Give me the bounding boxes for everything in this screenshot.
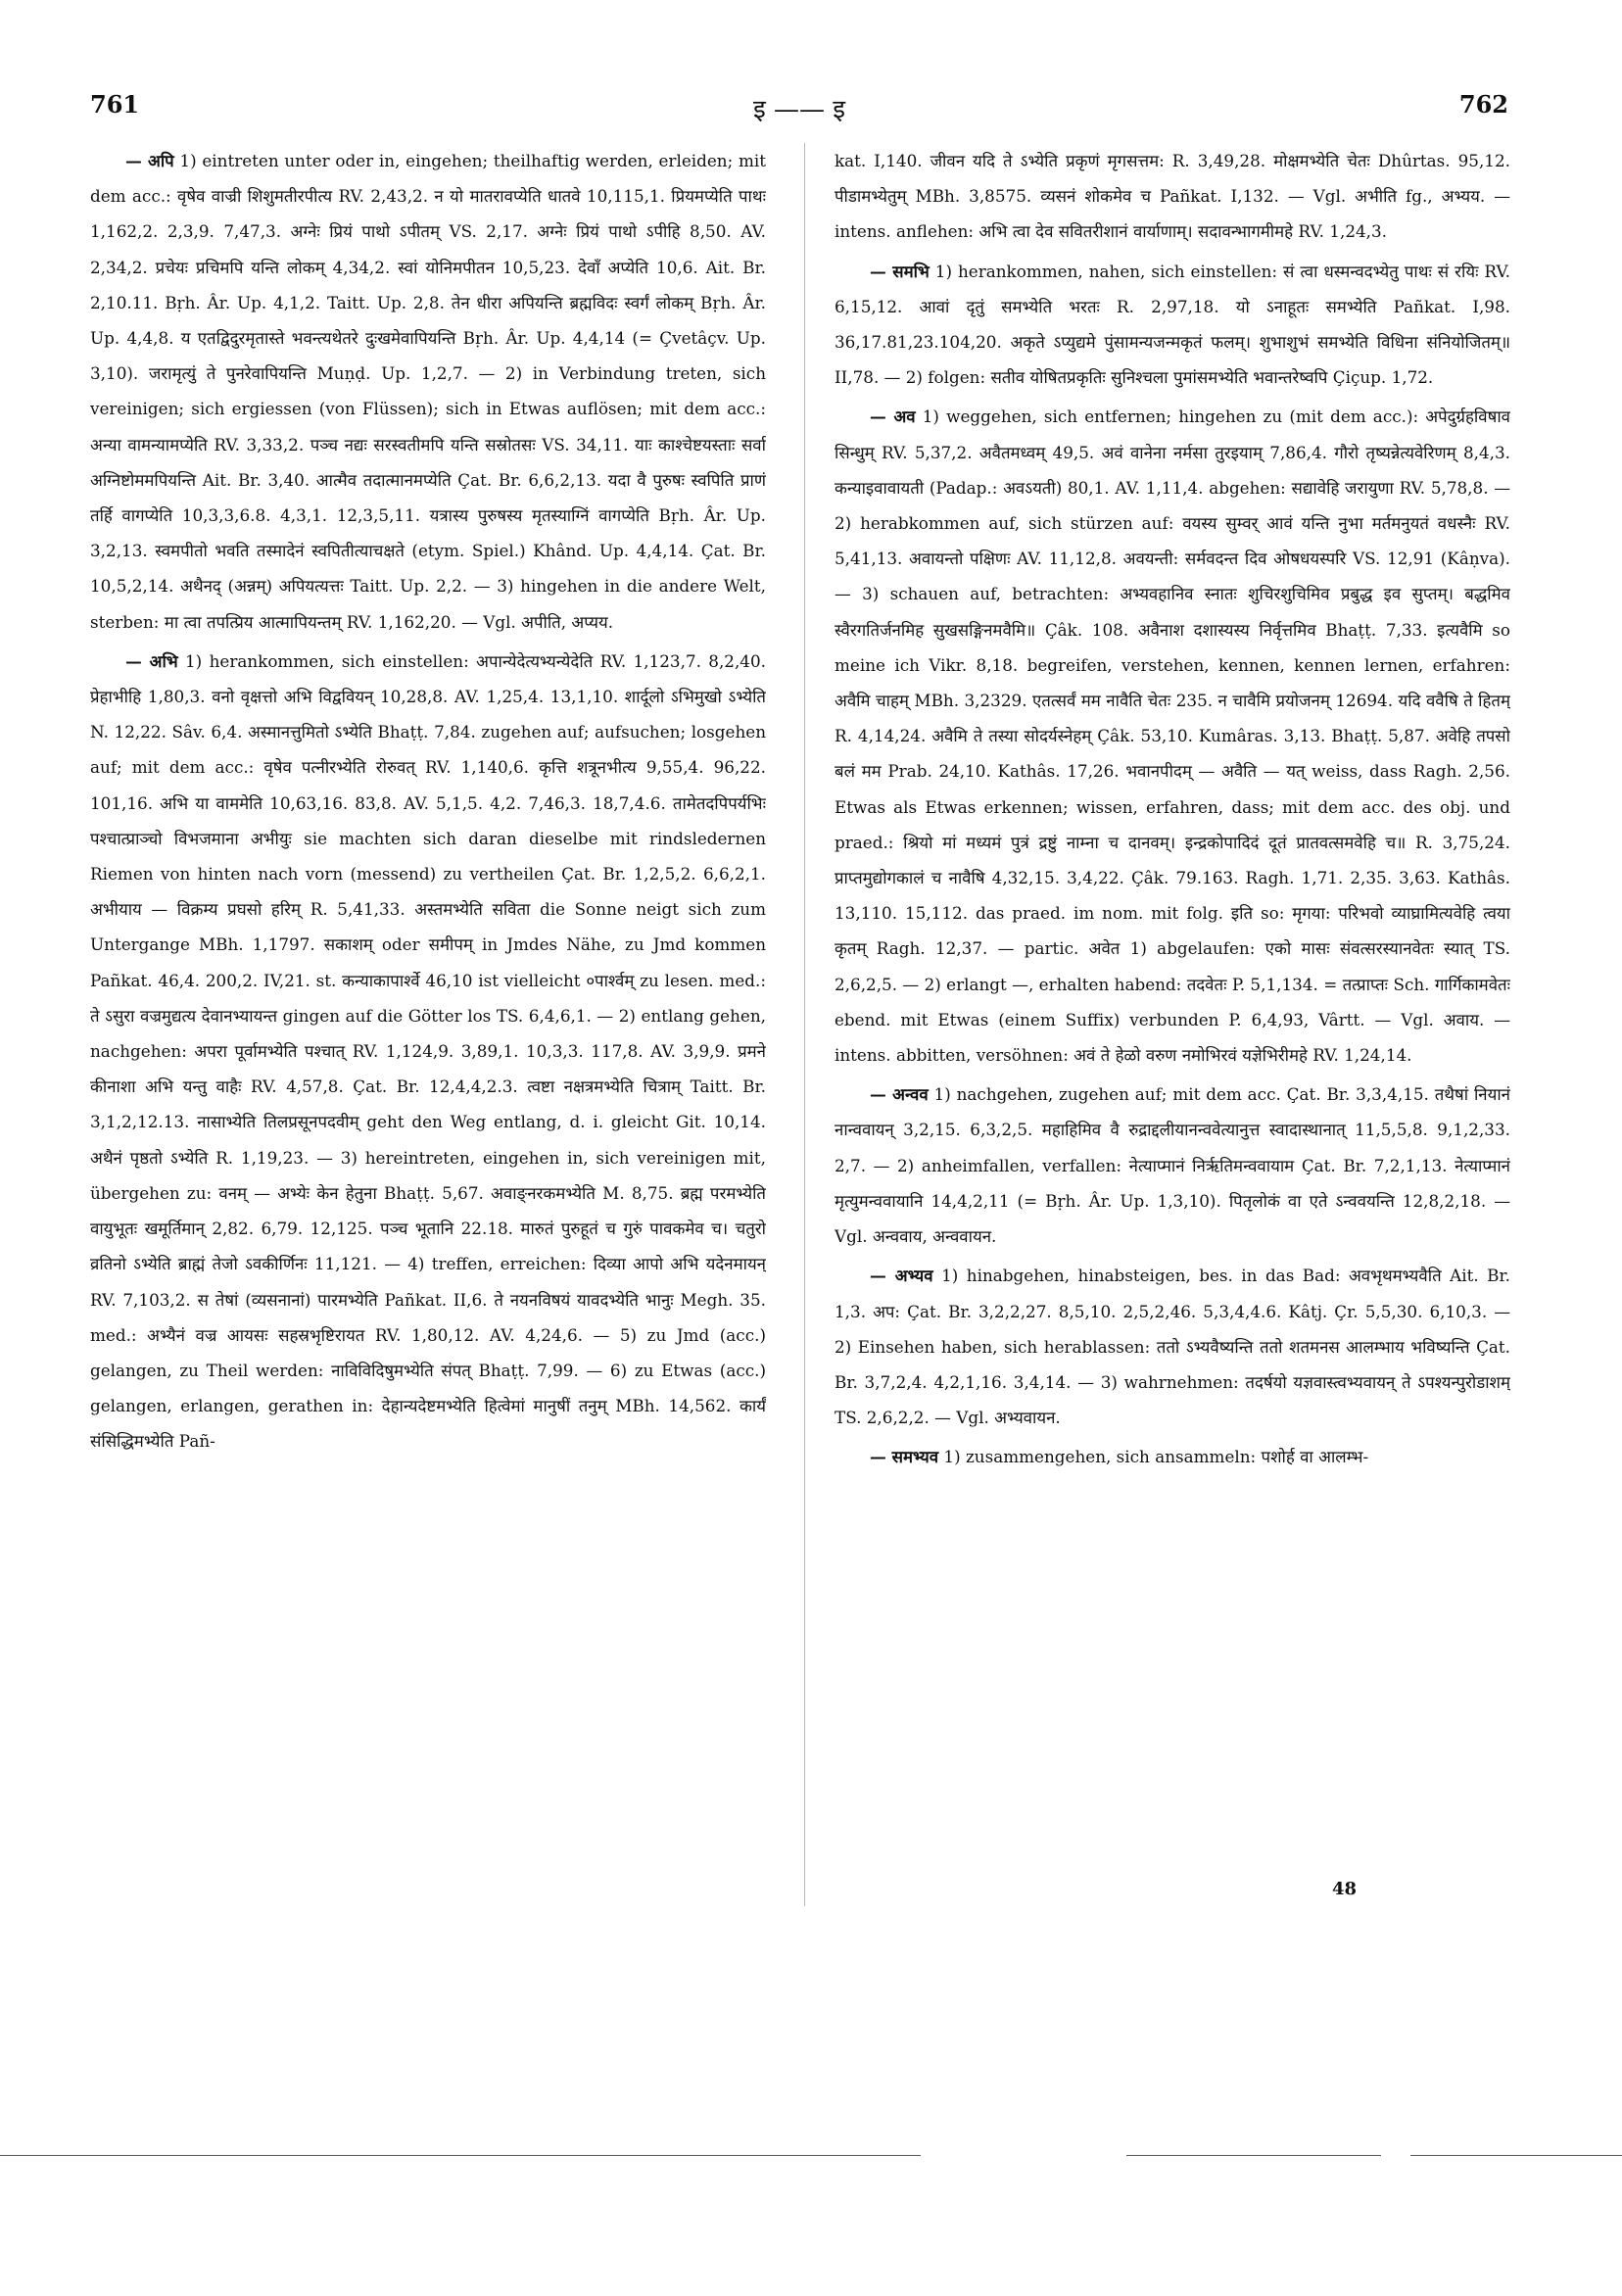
dictionary-entry — [835, 1439, 1510, 1474]
entry-lemma: — अन्वव — [870, 1084, 929, 1105]
bottom-rule — [1126, 2155, 1381, 2156]
entry-text: 1) eintreten unter oder in, eingehen; theilhaftig werden, erleiden; mit dem acc.: वृषेव वाज्री शिशुमतीरपीत्य RV. 2,43,2. न यो मातरावप्येति धातवे 10,115,1. प्रियमप्येति पाथः 1,162,2. 2,3,9. 7,47,3. अग्नेः प्रियं पाथो ऽपीतम् VS. 2,17. अग्नेः प्रियं पाथो ऽपीहि 8,50. AV. 2,34,2. प्रचेयः प्रचिमपि यन्ति लोकम् 4,34,2. स्वां योनिमपीतन 10,5,23. देवाँ अप्येति 10,6. Ait. Br. 2,10.11. Bṛh. Âr. Up. 4,1,2. Taitt. Up. 2,8. तेन धीरा अपियन्ति ब्रह्मविदः स्वर्गं लोकम् Bṛh. Âr. Up. 4,4,8. य एतद्विदुरमृतास्ते भवन्त्यथेतरे दुःखमेवापियन्ति Bṛh. Âr. Up. 4,4,14 (= Çvetâçv. Up. 3,10). जरामृत्युं ते पुनरेवापियन्ति Muṇḍ. Up. 1,2,7. — 2) in Verbindung treten, sich vereinigen; sich ergiessen (von Flüssen); sich in Etwas auflösen; mit dem acc.: अन्या वामन्यामप्येति RV. 3,33,2. पञ्च नद्यः सरस्वतीमपि यन्ति सस्रोतसः VS. 34,11. याः काश्चेष्टयस्ताः सर्वा अग्निष्टोममपियन्ति Ait. Br. 3,40. आत्मैव तदात्मानमप्येति Çat. Br. 6,6,2,13. यदा वै पुरुषः स्वपिति प्राणं तर्हि वागप्येति 10,3,3,6.8. 4,3,1. 12,3,5,11. यत्रास्य पुरुषस्य मृतस्याग्निं वागप्येति Bṛh. Âr. Up. 3,2,13. स्वमपीतो भवति तस्मादेनं स्वपितीत्याचक्षते (etym. Spiel.) Khând. Up. 4,4,14. Çat. Br. 10,5,2,14. अथैनद् (अन्नम्) अपियत्यत्तः Taitt. Up. 2,2. — 3) hingehen in die andere Welt, sterben: मा त्वा तपत्प्रिय आत्मापियन्तम् RV. 1,162,20. — Vgl. अपीति, अप्यय. — [90, 151, 766, 632]
bottom-rule — [1410, 2155, 1622, 2156]
dictionary-entry — [90, 143, 766, 640]
entry-text: 1) hinabgehen, hinabsteigen, bes. in das Bad: अवभृथमभ्यवैति Ait. Br. 1,3. अप: Çat. Br. 3,2,2,27. 8,5,10. 2,5,2,46. 5,3,4,4.6. Kâtj. Çr. 5,5,30. 6,10,3. — 2) Einsehen haben, sich herablassen: ततो ऽभ्यवैष्यन्ति ततो शतमनस आलम्भाय भविष्यन्ति Çat. Br. 3,7,2,4. 4,2,1,16. 3,4,14. — 3) wahrnehmen: तदर्षयो यज्ञवास्त्वभ्यवायन् ते ऽपश्यन्पुरोडाशम् TS. 2,6,2,2. — Vgl. अभ्यवायन. — [835, 1266, 1510, 1428]
dictionary-entry — [835, 399, 1510, 1073]
entry-lemma: — अभ्यव — [870, 1266, 933, 1286]
page-number-left: 761 — [90, 90, 140, 119]
entry-lemma: — अभि — [125, 650, 178, 671]
entry-text: 1) herankommen, sich einstellen: अपान्येदेत्यभ्यन्येदेति RV. 1,123,7. 8,2,40. प्रेहाभीहि 1,80,3. वनो वृक्षत्तो अभि विद्ववियन् 10,28,8. AV. 1,25,4. 13,1,10. शार्दूलो ऽभिमुखो ऽभ्येति N. 12,22. Sâv. 6,4. अस्मानत्तुमितो ऽभ्येति Bhaṭṭ. 7,84. zugehen auf; aufsuchen; losgehen auf; mit dem acc.: वृषेव पत्नीरभ्येति रोरुवत् RV. 1,140,6. कृत्ति शत्रूनभीत्य 9,55,4. 96,22. 101,16. अभि या वाममेति 10,63,16. 83,8. AV. 5,1,5. 4,2. 7,46,3. 18,7,4.6. तामेतदपिपर्यभिः पश्चात्प्राञ्चो विभजमाना अभीयुः sie machten sich daran dieselbe mit rindsledernen Riemen von hinten nach vorn (messend) zu vertheilen Çat. Br. 1,2,5,2. 6,6,2,1. अभीयाय — विक्रम्य प्रघसो हरिम् R. 5,41,33. अस्तमभ्येति सविता die Sonne neigt sich zum Untergange MBh. 1,1797. सकाशम् oder समीपम् in Jmdes Nähe, zu Jmd kommen Pañkat. 46,4. 200,2. IV,21. st. कन्याकापार्श्वे 46,10 ist vielleicht ०पार्श्वम् zu lesen. med.: ते ऽसुरा वज्रमुद्यत्य देवानभ्यायन्त gingen auf die Götter los TS. 6,4,6,1. — 2) entlang gehen, nachgehen: अपरा पूर्वामभ्येति पश्चात् RV. 1,124,9. 3,89,1. 10,3,3. 117,8. AV. 3,9,9. प्रमने कीनाशा अभि यन्तु वाहैः RV. 4,57,8. Çat. Br. 12,4,4,2.3. त्वष्टा नक्षत्रमभ्येति चित्राम् Taitt. Br. 3,1,2,12.13. नासाभ्येति तिलप्रसूनपदवीम् geht den Weg entlang, d. i. gleicht Git. 10,14. अथैनं पृष्ठतो ऽभ्येति R. 1,19,23. — 3) hereintreten, eingehen in, sich vereinigen mit, übergehen zu: वनम् — अभ्येः केन हेतुना Bhaṭṭ. 5,67. अवाङ्नरकमभ्येति M. 8,75. ब्रह्म परमभ्येति वायुभूतः खमूर्तिमान् 2,82. 6,79. 12,125. पञ्च भूतानि 22.18. मारुतं पुरुहूतं च गुरुं पावकमेव च। चतुरो व्रतिनो ऽभ्येति ब्राह्मं तेजो ऽवकीर्णिनः 11,121. — 4) treffen, erreichen: दिव्या आपो अभि यदेनमायन् RV. 7,103,2. स तेषां (व्यसनानां) पारमभ्येति Pañkat. II,6. ते नयनविषयं यावदभ्येति भानुः Megh. 35. med.: अभ्यैनं वज्र आयसः सहस्रभृष्टिरायत RV. 1,80,12. AV. 4,24,6. — 5) zu Jmd (acc.) gelangen, zu Theil werden: नाविविदिषुमभ्येति संपत् Bhaṭṭ. 7,99. — 6) zu Etwas (acc.) gelangen, erlangen, gerathen in: देहान्यदेष्टमभ्येति हित्वेमां मानुषीं तनुम् MBh. 14,562. कार्यं संसिद्धिमभ्येति Pañ- — [90, 650, 766, 1452]
entry-lemma: — अव — [870, 407, 916, 427]
bottom-rule — [0, 2155, 921, 2156]
entry-text: kat. I,140. जीवन यदि ते ऽभ्येति प्रकृणं मृगसत्तम: R. 3,49,28. मोक्षमभ्येति चेतः Dhûrtas. 95,12. पीडामभ्येतुम् MBh. 3,8575. व्यसनं शोकमेव च Pañkat. I,132. — Vgl. अभीति fg., अभ्यय. — intens. anflehen: अभि त्वा देव सवितरीशानं वार्याणाम्। सदावन्भागमीमहे RV. 1,24,3. — [835, 151, 1510, 242]
page-header — [90, 90, 1508, 129]
column-divider — [804, 143, 805, 1906]
signature-mark: 48 — [1332, 1879, 1358, 1899]
dictionary-entry — [835, 143, 1510, 250]
entry-text: 1) zusammengehen, sich ansammeln: पशोर्ह वा आलम्भ- — [938, 1447, 1369, 1467]
right-column — [835, 143, 1510, 1906]
entry-text: 1) nachgehen, zugehen auf; mit dem acc. Çat. Br. 3,3,4,15. तथैषां नियानं नान्ववायन् 3,2,15. 6,3,2,5. महाहिमिव वै रुद्राद्दलीयानन्ववेत्यानुत्त स्वादास्थानात् 11,5,5,8. 9,1,2,33. 2,7. — 2) anheimfallen, verfallen: नेत्याप्मानं निर्ऋतिमन्ववायाम Çat. Br. 7,2,1,13. नेत्याप्मानं मृत्युमन्ववायानि 14,4,2,11 (= Bṛh. Âr. Up. 1,3,10). पितृलोकं वा एते ऽन्ववयन्ति 12,8,2,18. — Vgl. अन्ववाय, अन्ववायन. — [835, 1084, 1510, 1247]
dictionary-entry — [835, 1076, 1510, 1254]
entry-lemma: — अपि — [125, 151, 174, 170]
dictionary-entry — [835, 1258, 1510, 1435]
running-title: इ —— इ — [752, 95, 846, 124]
dictionary-entry — [835, 254, 1510, 396]
dictionary-entry — [90, 644, 766, 1459]
entry-lemma: — समभि — [870, 261, 930, 281]
entry-text: 1) herankommen, nahen, sich einstellen: सं त्वा धस्मन्वदभ्येतु पाथः सं रयिः RV. 6,15,12. आवां दृतुं समभ्येति भरतः R. 2,97,18. यो ऽनाहूतः समभ्येति Pañkat. I,98. 36,17.81,23.104,20. अकृते ऽप्युद्यमे पुंसामन्यजन्मकृतं फलम्। शुभाशुभं समभ्येति विधिना संनियोजितम्॥ II,78. — 2) folgen: सतीव योषितप्रकृतिः सुनिश्चला पुमांसमभ्येति भवान्तरेष्वपि Çiçup. 1,72. — [835, 261, 1510, 388]
left-column — [90, 143, 766, 1906]
entry-text: 1) weggehen, sich entfernen; hingehen zu (mit dem acc.): अपेदुर्ग्रहविषाव सिन्धुम् RV. 5,37,2. अवैतमध्वम् 49,5. अवं वानेना नर्मसा तुरइयाम् 7,86,4. गौरो तृष्यन्नेत्यवेरिणम् 8,4,3. कन्याइवावायती (Padap.: अवऽयती) 80,1. AV. 1,11,4. abgehen: सद्यावेहि जरायुणा RV. 5,78,8. — 2) herabkommen auf, sich stürzen auf: वयस्य सुम्वर् आवं यन्ति नुभा मर्तमनुयतं वधस्नैः RV. 5,41,13. अवायन्तो पक्षिणः AV. 11,12,8. अवयन्ती: सर्मवदन्त दिव ओषधयस्परि VS. 12,91 (Kâṇva). — 3) schauen auf, betrachten: अभ्यवहानिव स्नातः शुचिरशुचिमिव प्रबुद्ध इव सुप्तम्। बद्धमिव स्वैरगतिर्जनमिह सुखसङ्गिनमवैमि॥ Çâk. 108. अवैनाश दशास्यस्य निर्वृत्तमिव Bhaṭṭ. 7,33. इत्यवैमि so meine ich Vikr. 8,18. begreifen, verstehen, kennen, kennen lernen, erfahren: अवैमि चाहम् MBh. 3,2329. एतत्सर्वं मम नावैति चेतः 235. न चावैमि प्रयोजनम् 12694. यदि ववैषि ते हितम् R. 4,14,24. अवैमि ते तस्या सोदर्यस्नेहम् Çâk. 53,10. Kumâras. 3,13. Bhaṭṭ. 5,87. अवेहि तपसो बलं मम Prab. 24,10. Kathâs. 17,26. भवानपीदम् — अवैति — यत् weiss, dass Ragh. 2,56. Etwas als Etwas erkennen; wissen, erfahren, dass; mit dem acc. des obj. und praed.: श्रियो मां मध्यमं पुत्रं द्रष्टुं नाम्ना च दानवम्। इन्द्रकोपादिदं दूतं प्रातवत्समवेहि च॥ R. 3,75,24. प्राप्तमुद्योगकालं च नावैषि 4,32,15. 3,4,22. Çâk. 79.163. Ragh. 1,71. 2,35. 3,63. Kathâs. 13,110. 15,112. das praed. im nom. mit folg. इति so: मृगया: परिभवो व्याघ्रामित्यवेहि त्वया कृतम् Ragh. 12,37. — partic. अवेत 1) abgelaufen: एको मासः संवत्सरस्यानवेतः स्यात् TS. 2,6,2,5. — 2) erlangt —, erhalten habend: तदवेतः P. 5,1,134. = तत्प्राप्तः Sch. गार्गिकामवेतः ebend. mit Etwas (einem Suffix) verbunden P. 6,4,93, Vârtt. — Vgl. अवाय. — intens. abbitten, versöhnen: अवं ते हेळो वरुण नमोभिरवं यज्ञेभिरीमहे RV. 1,24,14. — [835, 407, 1510, 1066]
entry-lemma: — समभ्यव — [870, 1447, 939, 1467]
page-number-right: 762 — [1458, 90, 1508, 119]
